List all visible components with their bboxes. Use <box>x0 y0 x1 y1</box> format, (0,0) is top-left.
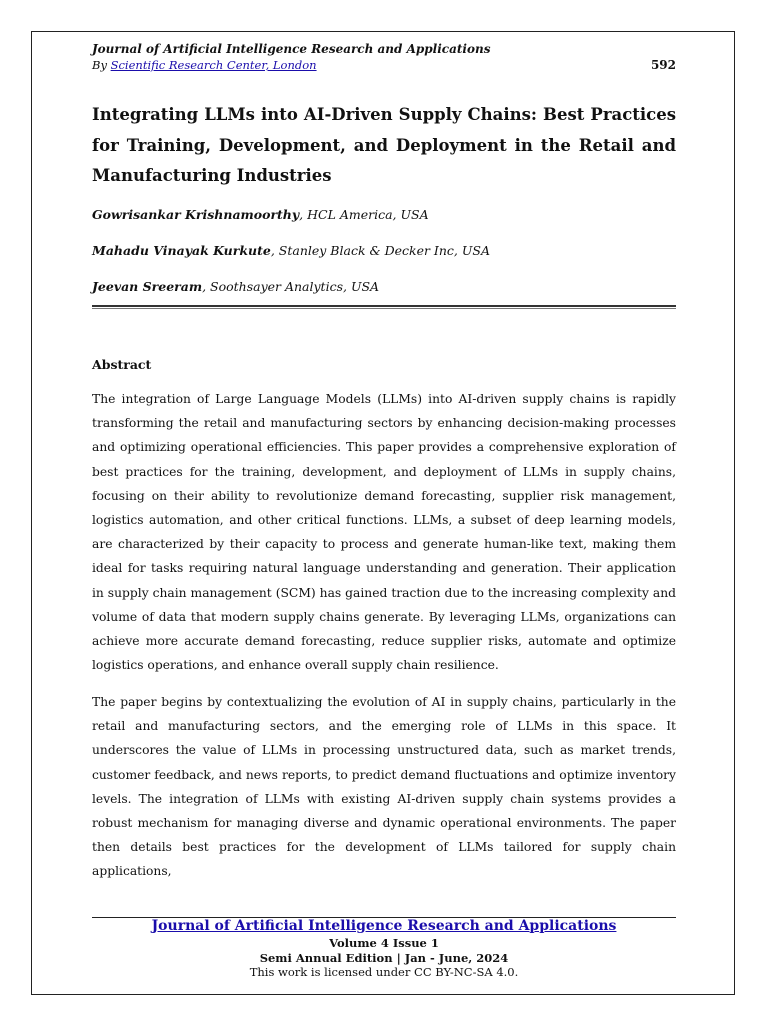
author-line <box>92 243 490 258</box>
author-line <box>92 207 429 222</box>
header-divider-thin <box>92 308 676 309</box>
author-affiliation: , Stanley Black & Decker Inc, USA <box>270 243 490 258</box>
running-header-publisher-line <box>92 58 317 72</box>
by-prefix: By <box>92 58 111 72</box>
abstract-paragraph: The paper begins by contextualizing the evolution of AI in supply chains, particularly in the retail and manufacturing sectors, and the emerging role of LLMs in this space. It underscores the value of LLMs in processing unstructured data, such as market trends, customer feedback, and news reports, to predict demand fluctuations and optimize inventory levels. The integration of LLMs with existing AI-driven supply chain systems provides a robust mechanism for managing diverse and dynamic operational environments. The paper then details best practices for the development of LLMs tailored for supply chain applications, <box>92 695 676 879</box>
abstract-heading: Abstract <box>92 357 152 372</box>
publisher-link[interactable]: Scientific Research Center, London <box>110 58 317 72</box>
footer-edition: Semi Annual Edition | Jan - June, 2024 <box>259 951 509 965</box>
author-name: Jeevan Sreeram <box>92 279 203 294</box>
footer-journal-link[interactable]: Journal of Artificial Intelligence Research and Applications <box>151 918 617 934</box>
author-name: Mahadu Vinayak Kurkute <box>92 243 271 258</box>
author-line <box>92 279 379 294</box>
running-header-journal: Journal of Artificial Intelligence Research and Applications <box>92 42 491 56</box>
abstract-paragraph: The integration of Large Language Models (LLMs) into AI-driven supply chains is rapidly transforming the retail and manufacturing sectors by enhancing decision-making processes and optimizing operational efficiencies. This paper provides a comprehensive exploration of best practices for the training, development, and deployment of LLMs in supply chains, focusing on their ability to revolutionize demand forecasting, supplier risk management, logistics automation, and other critical functions. LLMs, a subset of deep learning models, are characterized by their capacity to process and generate human-like text, making them ideal for tasks requiring natural language understanding and generation. Their application in supply chain management (SCM) has gained traction due to the increasing complexity and volume of data that modern supply chains generate. By leveraging LLMs, organizations can achieve more accurate demand forecasting, reduce supplier risks, automate and optimize logistics operations, and enhance overall supply chain resilience. <box>92 392 676 673</box>
footer-license: This work is licensed under CC BY-NC-SA 4.0. <box>249 965 519 979</box>
author-affiliation: , HCL America, USA <box>299 207 429 222</box>
author-affiliation: , Soothsayer Analytics, USA <box>202 279 380 294</box>
page-number: 592 <box>650 58 676 72</box>
paper-title: Integrating LLMs into AI-Driven Supply Chains: Best Practices for Training, Development, and Deployment in the Retail and Manufacturing Industries <box>92 105 676 185</box>
footer-volume: Volume 4 Issue 1 <box>329 936 439 950</box>
header-divider <box>92 305 676 307</box>
author-name: Gowrisankar Krishnamoorthy <box>92 207 300 222</box>
